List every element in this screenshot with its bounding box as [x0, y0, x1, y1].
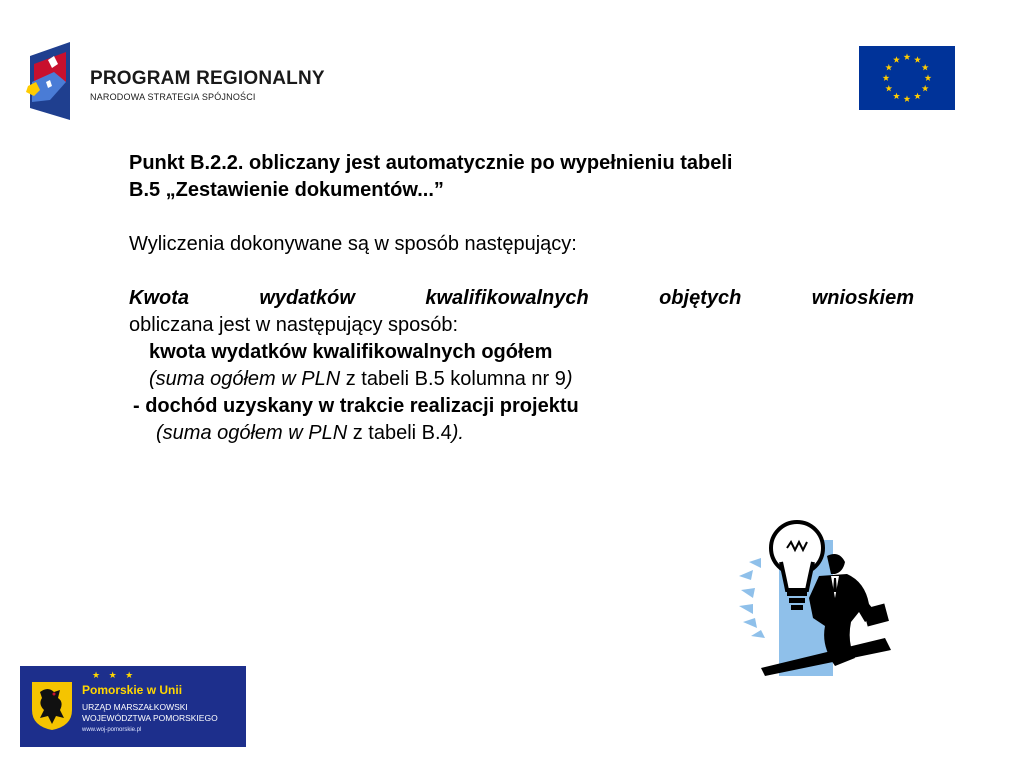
item-2-detail: (suma ogółem w PLN z tabeli B.4). [156, 422, 464, 444]
eu-flag-icon [859, 46, 955, 110]
eu-star-icon [904, 95, 911, 102]
kwota-word: wnioskiem [811, 287, 914, 309]
pomorskie-stars: ★ ★ ★ [92, 670, 137, 680]
kwota-description: obliczana jest w następujący sposób: [129, 314, 459, 336]
main-content [129, 150, 914, 447]
item-1-label: kwota wydatków kwalifikowalnych ogółem [149, 341, 553, 363]
kwota-heading [129, 285, 914, 312]
eu-star-icon [893, 56, 900, 63]
kwota-word: objętych [659, 287, 742, 309]
eu-star-icon [914, 56, 921, 63]
pomorskie-line-2: WOJEWÓDZTWA POMORSKIEGO [82, 713, 218, 723]
eu-star-icon [893, 93, 900, 100]
eu-star-icon [922, 64, 929, 71]
item-1-detail: (suma ogółem w PLN z tabeli B.5 kolumna nr 9) [149, 368, 573, 390]
eu-star-icon [883, 74, 890, 81]
griffin-shield-icon [30, 680, 74, 732]
logo-title: PROGRAM REGIONALNY [90, 68, 325, 89]
eu-star-icon [885, 64, 892, 71]
kwota-word: kwalifikowalnych [425, 287, 589, 309]
kwota-word: wydatków [259, 287, 355, 309]
pomorskie-url: www.woj-pomorskie.pl [82, 727, 142, 733]
logo-subtitle: NARODOWA STRATEGIA SPÓJNOŚCI [90, 92, 256, 102]
eu-star-icon [904, 53, 911, 60]
pomorskie-title: Pomorskie w Unii [82, 683, 183, 697]
kwota-word: Kwota [129, 287, 189, 309]
eu-star-icon [925, 74, 932, 81]
heading-line-2: B.5 „Zestawienie dokumentów...” [129, 179, 444, 201]
intro-text: Wyliczenia dokonywane są w sposób następujący: [129, 233, 577, 255]
lightbulb-businessman-icon [735, 518, 895, 678]
program-regionalny-mark-icon [26, 42, 72, 122]
eu-star-icon [914, 93, 921, 100]
pomorskie-line-1: URZĄD MARSZAŁKOWSKI [82, 702, 188, 712]
item-2-label: - dochód uzyskany w trakcie realizacji projektu [133, 395, 579, 417]
eu-star-icon [922, 85, 929, 92]
pomorskie-w-unii-logo [20, 666, 246, 747]
program-regionalny-logo [26, 42, 326, 122]
eu-star-icon [885, 85, 892, 92]
heading-line-1: Punkt B.2.2. obliczany jest automatycznie po wypełnieniu tabeli [129, 152, 733, 174]
